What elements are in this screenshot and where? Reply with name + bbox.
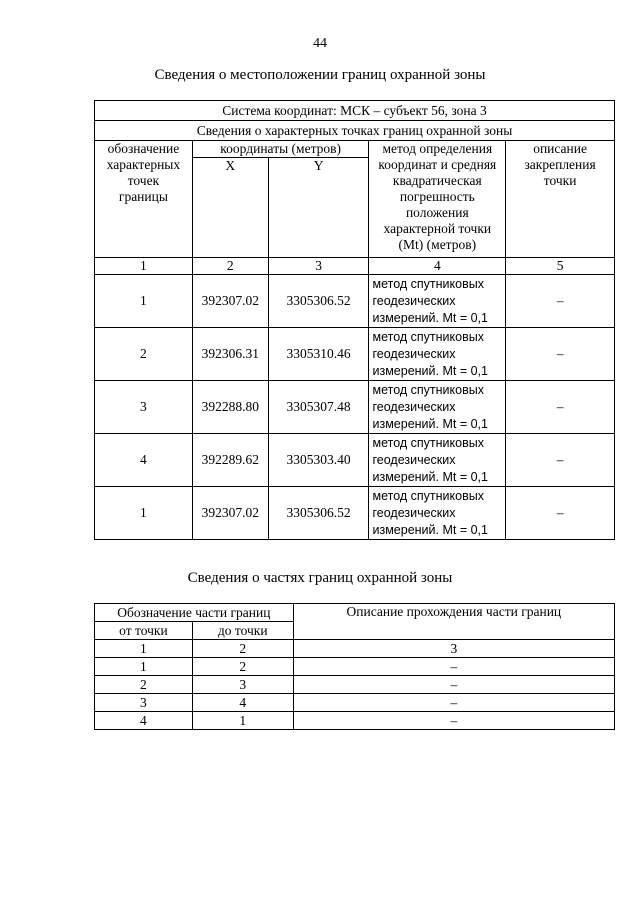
coord-y: 3305303.40 [268,434,369,487]
coord-x: 392307.02 [192,487,268,540]
header-to-point: до точки [192,622,293,640]
method-line: метод спутниковых [372,329,484,344]
point-id: 2 [95,328,193,381]
method-cell [369,328,506,381]
column-number: 2 [192,258,268,275]
header-method-line: положения [405,205,469,220]
table-row [95,328,615,381]
header-designation-line: характерных [106,157,181,172]
method-line: измерений. Mt = 0,1 [372,469,488,484]
table-row [95,640,615,658]
table-row [95,712,615,730]
header-designation-line: обозначение [107,141,180,156]
header-method-line: (Mt) (метров) [398,237,477,252]
header-x: X [192,158,268,258]
part-description: – [293,676,614,694]
column-number: 3 [268,258,369,275]
table-row [95,434,615,487]
header-method [369,141,506,258]
coord-x: 392289.62 [192,434,268,487]
title-boundary-parts: Сведения о частях границ охранной зоны [187,570,453,586]
coord-x: 392306.31 [192,328,268,381]
coord-x: 392307.02 [192,275,268,328]
coord-system-cell: Система координат: МСК – субъект 56, зона 3 [95,101,615,121]
column-number: 4 [369,258,506,275]
part-description: – [293,694,614,712]
coord-y: 3305306.52 [268,487,369,540]
method-cell [369,381,506,434]
header-designation [95,141,193,258]
column-number: 1 [95,258,193,275]
to-point: 1 [192,712,293,730]
table-row [95,676,615,694]
to-point: 4 [192,694,293,712]
boundary-parts-table [94,603,615,730]
from-point: 2 [95,676,193,694]
header-method-line: погрешность [399,189,475,204]
method-cell [369,487,506,540]
to-point: 2 [192,640,293,658]
table-row [95,694,615,712]
title-boundaries-location: Сведения о местоположении границ охранной зоны [154,67,486,83]
table-row [95,658,615,676]
method-line: геодезических [372,346,456,361]
from-point: 1 [95,640,193,658]
page-number: 44 [313,36,327,51]
method-line: геодезических [372,452,456,467]
to-point: 3 [192,676,293,694]
description-cell: – [506,487,615,540]
part-description: – [293,712,614,730]
method-line: измерений. Mt = 0,1 [372,310,488,325]
header-part-designation: Обозначение части границ [95,604,294,622]
header-description-line: закрепления [524,157,596,172]
header-method-line: характерной точки [383,221,492,236]
from-point: 3 [95,694,193,712]
method-line: метод спутниковых [372,435,484,450]
header-method-line: координат и средняя [378,157,497,172]
method-line: измерений. Mt = 0,1 [372,416,488,431]
coord-y: 3305306.52 [268,275,369,328]
header-coordinates: координаты (метров) [192,141,369,158]
characteristic-points-table [94,100,615,540]
point-id: 4 [95,434,193,487]
header-from-point: от точки [95,622,193,640]
section-title-cell: Сведения о характерных точках границ охранной зоны [95,121,615,141]
method-line: геодезических [372,399,456,414]
header-y: Y [268,158,369,258]
header-designation-line: точек [127,173,160,188]
description-cell: – [506,434,615,487]
header-description-line: точки [543,173,577,188]
header-method-line: метод определения [382,141,493,156]
header-method-line: квадратическая [392,173,482,188]
part-description: 3 [293,640,614,658]
coord-y: 3305310.46 [268,328,369,381]
header-description-line: описание [533,141,587,156]
point-id: 1 [95,275,193,328]
from-point: 4 [95,712,193,730]
header-description [506,141,615,258]
method-cell [369,275,506,328]
method-cell [369,434,506,487]
column-number: 5 [506,258,615,275]
method-line: измерений. Mt = 0,1 [372,363,488,378]
description-cell: – [506,381,615,434]
method-line: метод спутниковых [372,488,484,503]
table-row [95,487,615,540]
to-point: 2 [192,658,293,676]
table-row [95,381,615,434]
description-cell: – [506,275,615,328]
method-line: геодезических [372,293,456,308]
header-part-description: Описание прохождения части границ [293,604,614,640]
table-row [95,275,615,328]
method-line: метод спутниковых [372,276,484,291]
point-id: 1 [95,487,193,540]
coord-x: 392288.80 [192,381,268,434]
point-id: 3 [95,381,193,434]
from-point: 1 [95,658,193,676]
coord-y: 3305307.48 [268,381,369,434]
part-description: – [293,658,614,676]
method-line: геодезических [372,505,456,520]
description-cell: – [506,328,615,381]
method-line: метод спутниковых [372,382,484,397]
header-designation-line: границы [118,189,168,204]
method-line: измерений. Mt = 0,1 [372,522,488,537]
